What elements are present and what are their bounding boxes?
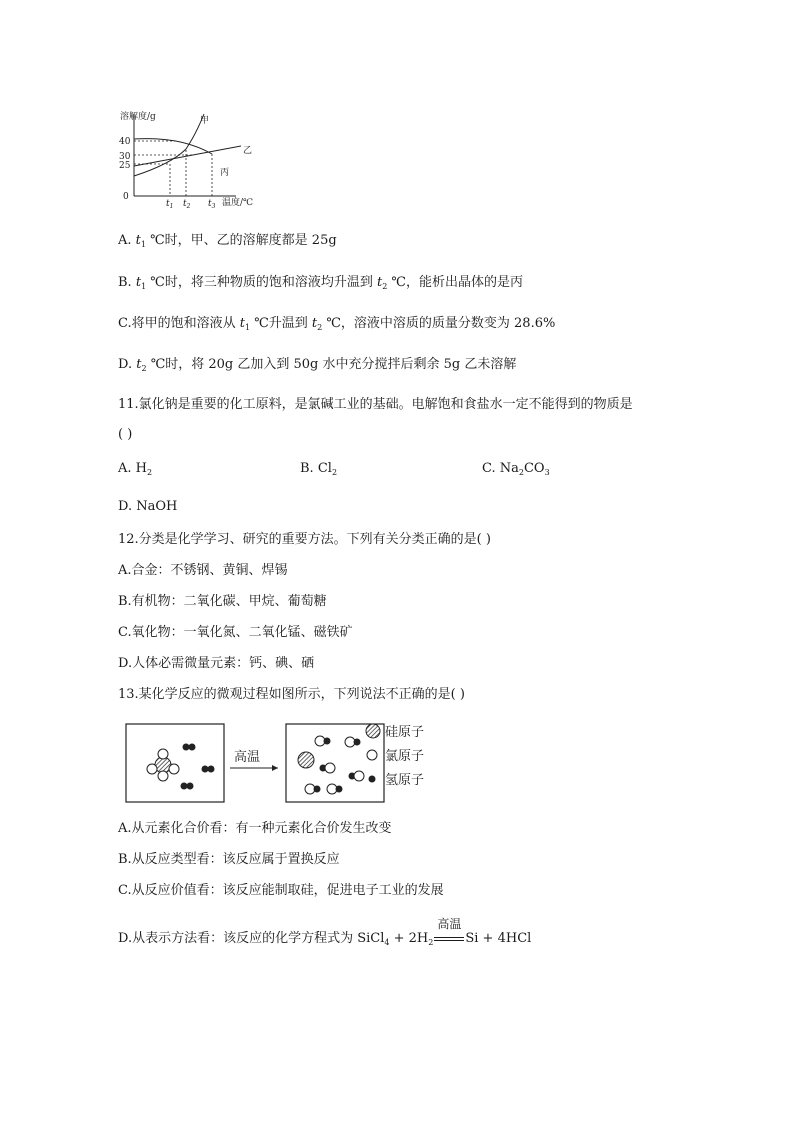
q10-option-d xyxy=(118,356,516,378)
q11-option-d: D. NaOH xyxy=(118,499,178,514)
q10-option-a xyxy=(118,232,337,254)
q10-a-prefix: A. xyxy=(118,233,136,248)
legend-h-icon xyxy=(369,776,376,783)
ytick-30: 30 xyxy=(119,152,131,162)
sicl4-molecule xyxy=(147,749,179,781)
q13-option-a: A.从元素化合价看：有一种元素化合价发生改变 xyxy=(118,821,392,836)
q10-b-t: t xyxy=(135,275,142,290)
q10-c-prefix: C.将甲的饱和溶液从 xyxy=(118,316,240,331)
legend-h-label: 氢原子 xyxy=(385,773,425,788)
q10-c-t2: t xyxy=(311,316,318,331)
q10-b-mid: ℃时，将三种物质的饱和溶液均升温到 xyxy=(146,275,377,290)
q10-a-t: t xyxy=(135,233,141,248)
xtick-t2: $t_2$ xyxy=(183,199,191,210)
q13-d-sub2: 2 xyxy=(428,938,434,947)
q11-c-sub: 2 xyxy=(518,468,524,477)
q13-d-sub1: 4 xyxy=(384,938,390,947)
solubility-chart xyxy=(116,104,266,212)
ytick-40: 40 xyxy=(119,137,131,147)
q11-c-text: C. Na xyxy=(482,461,519,476)
arrow-condition: 高温 xyxy=(234,750,261,765)
curve-yi xyxy=(134,146,241,166)
curve-label-bing: 丙 xyxy=(220,168,230,178)
q10-b-text: ℃，能析出晶体的是丙 xyxy=(387,275,523,290)
legend-si-icon xyxy=(366,724,380,738)
q13-d-condition xyxy=(433,917,465,948)
q11-paren: ( ) xyxy=(118,427,133,442)
q11-option-c xyxy=(482,460,550,482)
ytick-25: 25 xyxy=(119,161,131,171)
q11-c-sub2: 3 xyxy=(544,468,550,477)
q10-a-text: ℃时，甲、乙的溶解度都是 25g xyxy=(145,233,337,248)
q10-d-prefix: D. xyxy=(118,357,137,372)
q11-a-sub: 2 xyxy=(147,468,153,477)
q10-c-mid: ℃升温到 xyxy=(250,316,312,331)
q10-b-sub: 1 xyxy=(141,282,147,291)
q10-d-sub: 2 xyxy=(141,364,147,373)
q10-c-sub2: 2 xyxy=(317,323,323,332)
q10-d-t: t xyxy=(136,357,142,372)
curve-jia xyxy=(134,114,204,176)
h2-molecules xyxy=(181,744,215,790)
q12-option-b: B.有机物：二氧化碳、甲烷、葡萄糖 xyxy=(118,594,327,609)
hcl-molecules xyxy=(305,736,364,794)
q10-option-c xyxy=(118,315,555,337)
q10-b-prefix: B. xyxy=(118,275,136,290)
q11-stem: 11.氯化钠是重要的化工原料，是氯碱工业的基础。电解饱和食盐水一定不能得到的物质是 xyxy=(118,397,633,412)
q13-d-cond-text: 高温 xyxy=(437,917,462,931)
q13-d-products: Si + 4HCl xyxy=(465,931,532,946)
curve-label-yi: 乙 xyxy=(243,146,253,156)
q13-option-c: C.从反应价值看：该反应能制取硅，促进电子工业的发展 xyxy=(118,883,444,898)
legend-si-label: 硅原子 xyxy=(385,725,425,740)
xtick-t3: $t_3$ xyxy=(208,199,216,210)
q12-option-d: D.人体必需微量元素：钙、碘、硒 xyxy=(118,656,315,671)
q13-d-equals xyxy=(434,937,464,941)
reaction-diagram xyxy=(118,718,438,806)
q13-d-prefix: D.从表示方法看：该反应的化学方程式为 SiCl xyxy=(118,931,385,946)
legend xyxy=(366,724,424,788)
q13-option-b: B.从反应类型看：该反应属于置换反应 xyxy=(118,852,340,867)
curve-bing xyxy=(134,139,212,154)
q10-d-text: ℃时，将 20g 乙加入到 50g 水中充分搅拌后剩余 5g 乙未溶解 xyxy=(146,357,517,372)
q13-stem: 13.某化学反应的微观过程如图所示，下列说法不正确的是( ) xyxy=(118,687,465,702)
q13-option-d xyxy=(118,917,532,952)
y-axis-label: 溶解度/g xyxy=(120,112,156,122)
si-atom xyxy=(298,752,314,768)
q13-d-mid: + 2H xyxy=(389,931,429,946)
reactant-box xyxy=(126,724,224,802)
q11-option-a xyxy=(118,460,152,482)
xtick-t1: $t_1$ xyxy=(166,199,174,210)
x-axis-label: 温度/℃ xyxy=(222,198,254,208)
legend-cl-icon xyxy=(367,750,377,760)
arrow-head xyxy=(272,765,278,771)
q10-a-sub: 1 xyxy=(140,240,146,249)
q10-b-t2: t xyxy=(376,275,383,290)
q12-stem: 12.分类是化学学习、研究的重要方法。下列有关分类正确的是( ) xyxy=(118,532,491,547)
q10-option-b xyxy=(118,274,523,296)
q10-c-t: t xyxy=(239,316,245,331)
q10-b-sub2: 2 xyxy=(382,282,388,291)
q10-c-text: ℃，溶液中溶质的质量分数变为 28.6% xyxy=(322,316,556,331)
q10-c-sub: 1 xyxy=(244,323,251,332)
ytick-0: 0 xyxy=(123,192,129,202)
curve-label-jia: 甲 xyxy=(200,116,210,126)
q11-a-text: A. H xyxy=(118,461,147,476)
q11-b-sub: 2 xyxy=(331,468,338,477)
legend-cl-label: 氯原子 xyxy=(385,749,425,764)
q11-b-text: B. Cl xyxy=(300,461,332,476)
q12-option-c: C.氧化物：一氧化氮、二氧化锰、磁铁矿 xyxy=(118,625,353,640)
q11-option-b xyxy=(300,460,337,482)
q11-c-mid: CO xyxy=(523,461,545,476)
q12-option-a: A.合金：不锈钢、黄铜、焊锡 xyxy=(118,563,288,578)
